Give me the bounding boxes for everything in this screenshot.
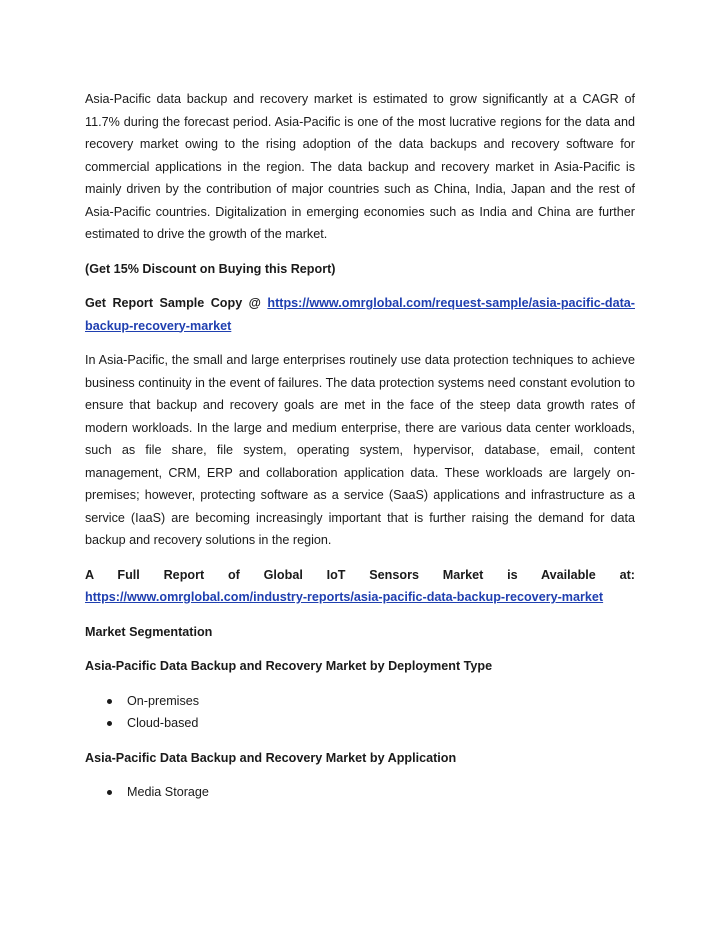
list-item-label: Media Storage xyxy=(127,785,209,799)
application-list xyxy=(85,781,635,804)
list-item xyxy=(107,690,635,713)
enterprise-paragraph: In Asia-Pacific, the small and large enterprises routinely use data protection techniques to achieve business continuity in the event of failures. The data protection systems need constant evolution to ensure that backup and recovery goals are met in the face of the steep data growth rates of modern workloads. In the large and medium enterprise, there are various data center workloads, such as file share, file system, operating system, hypervisor, database, email, content management, CRM, ERP and collaboration application data. These workloads are largely on-premises; however, protecting software as a service (SaaS) applications and infrastructure as a service (IaaS) are becoming increasingly important that is further raising the demand for data backup and recovery solutions in the region. xyxy=(85,353,635,547)
bullet-icon xyxy=(107,699,112,704)
list-item xyxy=(107,712,635,735)
list-item-label: On-premises xyxy=(127,693,200,708)
discount-note: (Get 15% Discount on Buying this Report) xyxy=(85,261,336,276)
list-item xyxy=(107,781,635,804)
full-report-label: A Full Report of Global IoT Sensors Market is Available at: xyxy=(85,567,635,582)
sample-copy-line xyxy=(85,292,635,337)
bullet-icon xyxy=(107,790,112,795)
intro-paragraph: Asia-Pacific data backup and recovery market is estimated to grow significantly at a CAGR of 11.7% during the forecast period. Asia-Pacific is one of the most lucrative regions for the data and recovery market owing to the rising adoption of the data backups and recovery software for commercial applications in the region. The data backup and recovery market in Asia-Pacific is mainly driven by the contribution of major countries such as China, India, Japan and the rest of Asia-Pacific countries. Digitalization in emerging economies such as India and China are further estimated to drive the growth of the market. xyxy=(85,92,635,241)
full-report-link[interactable]: https://www.omrglobal.com/industry-reports/asia-pacific-data-backup-recovery-market xyxy=(85,590,604,604)
application-heading: Asia-Pacific Data Backup and Recovery Market by Application xyxy=(85,750,457,765)
list-item-label: Cloud-based xyxy=(127,716,199,730)
sample-copy-label: Get Report Sample Copy @ xyxy=(85,296,268,310)
deployment-list xyxy=(85,690,635,735)
full-report-line xyxy=(85,586,635,609)
bullet-icon xyxy=(107,721,112,726)
segmentation-heading: Market Segmentation xyxy=(85,624,213,639)
deployment-heading: Asia-Pacific Data Backup and Recovery Market by Deployment Type xyxy=(85,659,493,673)
sample-request-link[interactable]: https://www.omrglobal.com/request-sample/asia-pacific-data-backup-recovery-market xyxy=(85,296,635,333)
